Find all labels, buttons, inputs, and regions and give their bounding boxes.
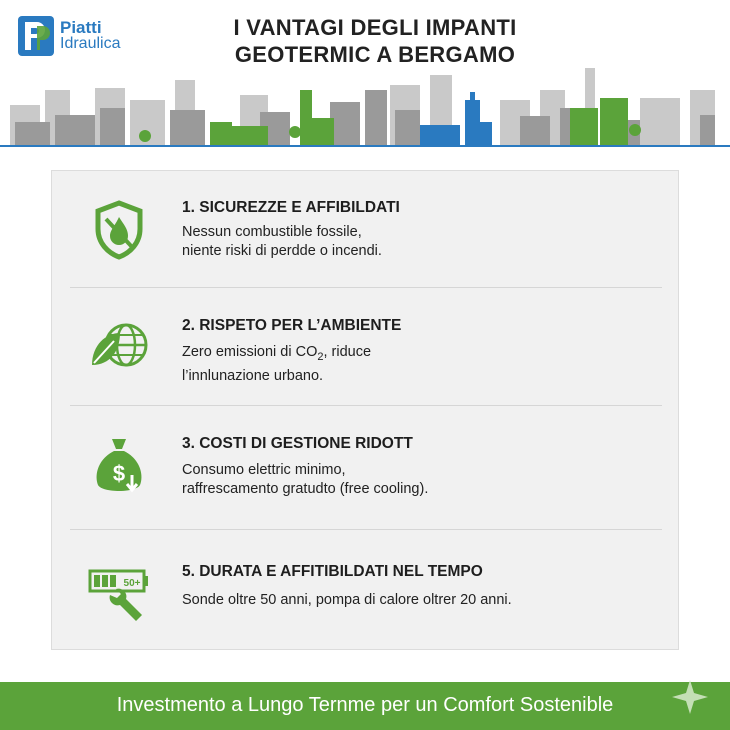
advantage-item-safety (52, 171, 680, 287)
advantages-panel (51, 170, 679, 650)
battery-label: 50+ (123, 578, 141, 589)
advantage-description (182, 343, 371, 386)
advantage-item-durability (52, 529, 680, 649)
desc-line: Consumo elettric minimo, (182, 462, 346, 478)
desc-line (182, 343, 371, 367)
advantage-heading: 3. COSTI DI GESTIONE RIDOTT (182, 435, 413, 452)
city-skyline-illustration (0, 60, 730, 150)
advantage-heading: 1. SICUREZZE E AFFIBILDATI (182, 199, 400, 216)
advantage-heading: 5. DURATA E AFFITIBILDATI NEL TEMPO (182, 563, 483, 580)
desc-line: l’innlunazione urbano. (182, 367, 324, 384)
leaf-globe-icon (88, 315, 150, 377)
desc-text: Zero emissioni di CO (182, 344, 318, 360)
advantage-heading: 2. RISPETO PER L’AMBIENTE (182, 317, 402, 334)
logo-name: Piatti (60, 18, 102, 37)
sparkle-icon (672, 680, 712, 714)
title-line-1: I VANTAGI DEGLI IMPANTI (233, 15, 517, 40)
footer-tagline: Investmento a Lungo Ternme per un Comfort Sostenible (116, 694, 614, 716)
desc-line: raffrescamento gratudto (free cooling). (182, 481, 429, 497)
advantage-description (182, 591, 512, 610)
title-line-2: GEOTERMIC A BERGAMO (234, 42, 516, 67)
advantage-description (182, 223, 382, 261)
desc-text: , riduce (323, 344, 372, 360)
desc-line: niente riski di perdde o incendi. (182, 243, 382, 259)
logo-subname: Idraulica (60, 35, 121, 52)
svg-text:$: $ (112, 461, 126, 486)
advantage-item-environment (52, 287, 680, 405)
advantage-item-costs (52, 405, 680, 529)
footer-banner (0, 682, 730, 730)
shield-flame-icon (88, 199, 150, 261)
money-bag-icon (88, 435, 150, 497)
desc-line: Nessun combustible fossile, (182, 224, 362, 240)
desc-line: Sonde oltre 50 anni, pompa di calore oltrer 20 anni. (182, 592, 512, 608)
co2-subscript: 2 (317, 350, 324, 363)
advantage-description (182, 461, 428, 499)
company-logo (18, 16, 148, 58)
battery-wrench-icon (88, 565, 150, 627)
logo-mark-icon (18, 16, 54, 56)
